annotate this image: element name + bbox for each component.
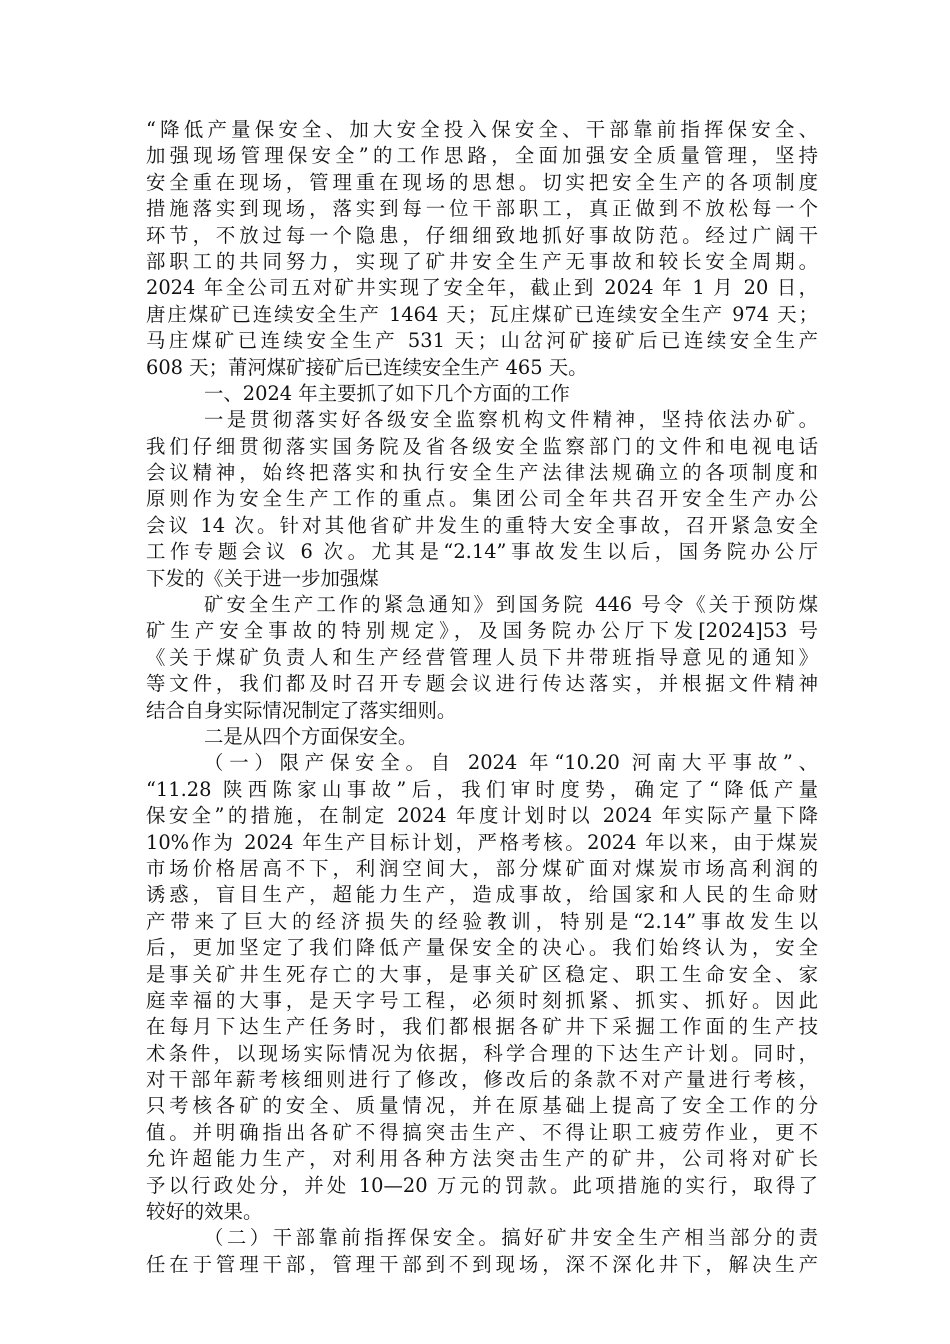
text-line: 保安全”的措施，在制定 2024 年度计划时以 2024 年实际产量下降 [146, 804, 818, 828]
text-line: （二）干部靠前指挥保安全。搞好矿井安全生产相当部分的责 [204, 1226, 818, 1250]
text-line: 一、2024 年主要抓了如下几个方面的工作 [204, 381, 570, 405]
text-line: 对干部年薪考核细则进行了修改，修改后的条款不对产量进行考核， [146, 1068, 818, 1092]
text-line: 下发的《关于进一步加强煤 [146, 566, 379, 590]
text-line: 允许超能力生产，对利用各种方法突击生产的矿井，公司将对矿长 [146, 1147, 818, 1171]
text-line: 一是贯彻落实好各级安全监察机构文件精神，坚持依法办矿。 [204, 408, 818, 432]
text-line: 原则作为安全生产工作的重点。集团公司全年共召开安全生产办公 [146, 487, 818, 511]
text-line: 加强现场管理保安全”的工作思路，全面加强安全质量管理，坚持 [146, 144, 818, 168]
text-line: 等文件，我们都及时召开专题会议进行传达落实，并根据文件精神 [146, 672, 818, 696]
text-line: 诱惑，盲目生产，超能力生产，造成事故，给国家和人民的生命财 [146, 883, 818, 907]
text-line: 市场价格居高不下，利润空间大，部分煤矿面对煤炭市场高利润的 [146, 856, 818, 880]
text-line: 部职工的共同努力，实现了矿井安全生产无事故和较长安全周期。 [146, 249, 818, 273]
text-line: 矿安全生产工作的紧急通知》到国务院 446 号令《关于预防煤 [204, 593, 818, 617]
text-line: “降低产量保安全、加大安全投入保安全、干部靠前指挥保安全、 [146, 118, 818, 141]
text-line: “11.28 陕西陈家山事故”后，我们审时度势，确定了“降低产量 [146, 777, 818, 801]
text-line: 结合自身实际情况制定了落实细则。 [146, 698, 457, 722]
text-line: 二是从四个方面保安全。 [204, 724, 418, 748]
text-line: 值。并明确指出各矿不得搞突击生产、不得让职工疲劳作业，更不 [146, 1120, 818, 1144]
text-line: 是事关矿井生死存亡的大事，是事关矿区稳定、职工生命安全、家 [146, 962, 818, 986]
text-line: 会议精神，始终把落实和执行安全生产法律法规确立的各项制度和 [146, 461, 818, 485]
text-line: 环节，不放过每一个隐患，仔细细致地抓好事故防范。经过广阔干 [146, 223, 818, 247]
text-line: 608 天；莆河煤矿接矿后已连续安全生产 465 天。 [146, 355, 588, 379]
text-line: （一）限产保安全。自 2024 年“10.20 河南大平事故”、 [204, 751, 818, 775]
text-line: 安全重在现场，管理重在现场的思想。切实把安全生产的各项制度 [146, 170, 818, 194]
text-line: 唐庄煤矿已连续安全生产 1464 天；瓦庄煤矿已连续安全生产 974 天； [146, 302, 818, 326]
text-line: 工作专题会议 6 次。尤其是“2.14”事故发生以后，国务院办公厅 [146, 540, 818, 564]
text-line: 马庄煤矿已连续安全生产 531 天；山岔河矿接矿后已连续安全生产 [146, 329, 818, 353]
text-line: 予以行政处分，并处 10—20 万元的罚款。此项措施的实行，取得了 [146, 1173, 818, 1197]
text-line: 后，更加坚定了我们降低产量保安全的决心。我们始终认为，安全 [146, 936, 818, 960]
text-line: 会议 14 次。针对其他省矿井发生的重特大安全事故，召开紧急安全 [146, 513, 818, 537]
text-line: 庭幸福的大事，是天字号工程，必须时刻抓紧、抓实、抓好。因此 [146, 988, 818, 1012]
text-line: 2024 年全公司五对矿井实现了安全年，截止到 2024 年 1 月 20 日， [146, 276, 818, 300]
text-line: 在每月下达生产任务时，我们都根据各矿井下采掘工作面的生产技 [146, 1015, 818, 1039]
text-line: 矿生产安全事故的特别规定》，及国务院办公厅下发[2024]53 号 [146, 619, 818, 643]
text-line: 我们仔细贯彻落实国务院及省各级安全监察部门的文件和电视电话 [146, 434, 818, 458]
text-line: 措施落实到现场，落实到每一位干部职工，真正做到不放松每一个 [146, 197, 818, 221]
text-line: 《关于煤矿负责人和生产经营管理人员下井带班指导意见的通知》 [146, 645, 818, 669]
text-line: 较好的效果。 [146, 1200, 263, 1224]
text-line: 只考核各矿的安全、质量情况，并在原基础上提高了安全工作的分 [146, 1094, 818, 1118]
text-line: 10%作为 2024 年生产目标计划，严格考核。2024 年以来，由于煤炭 [146, 830, 818, 854]
text-line: 产带来了巨大的经济损失的经验教训，特别是“2.14”事故发生以 [146, 909, 818, 933]
document-body [146, 117, 818, 1278]
text-line: 任在于管理干部，管理干部到不到现场，深不深化井下，解决生产 [146, 1252, 818, 1276]
text-line: 术条件，以现场实际情况为依据，科学合理的下达生产计划。同时， [146, 1041, 818, 1065]
